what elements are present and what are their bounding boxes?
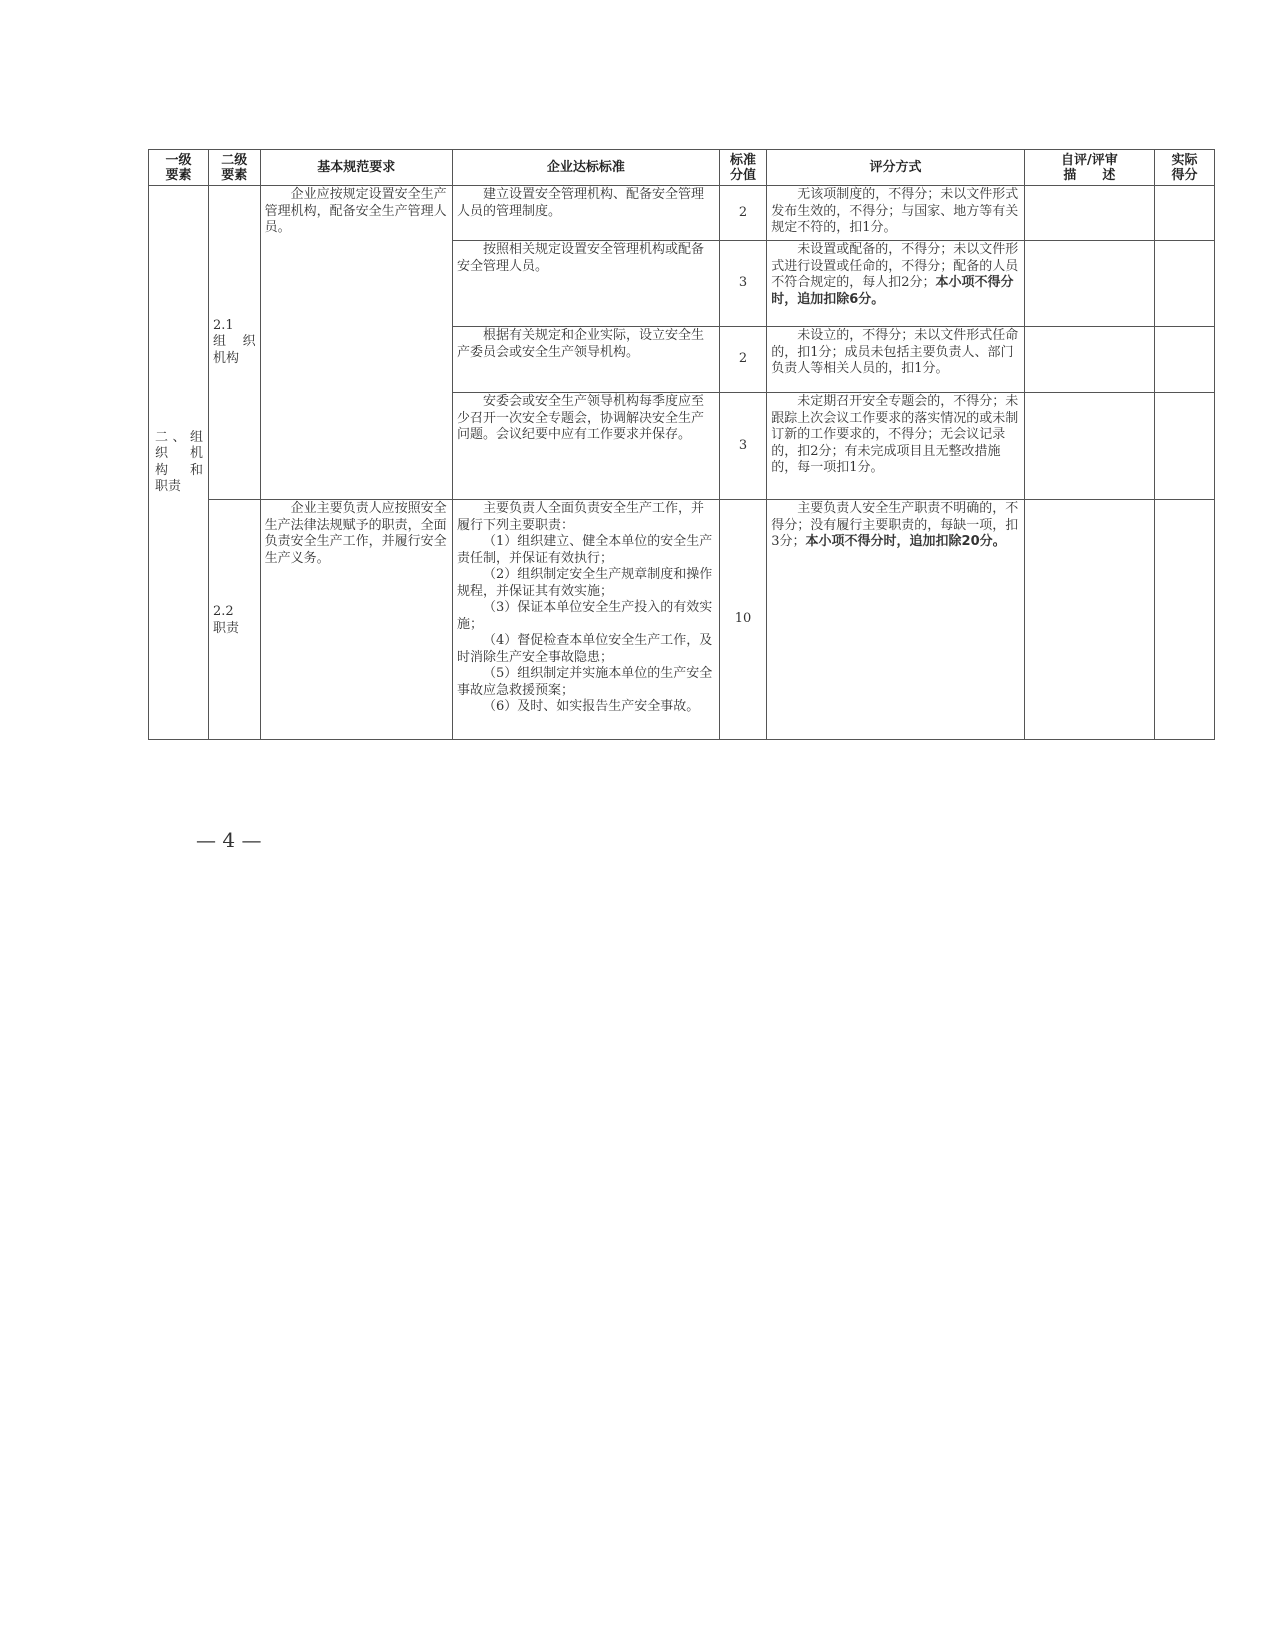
self-review-cell xyxy=(1024,327,1154,393)
method-cell xyxy=(767,327,1024,393)
method-text: 未设立的，不得分；未以文件形式任命的，扣1分；成员未包括主要负责人、部门负责人等相关人员的，扣1分。 xyxy=(771,328,1019,376)
level1-line: 职责 xyxy=(155,479,182,494)
basic-requirement-2-2: 企业主要负责人应按照安全生产法律法规赋予的职责，全面负责安全生产工作，并履行安全生产义务。 xyxy=(260,500,452,740)
actual-score-cell xyxy=(1154,393,1214,500)
level2-2-1-line: 组 织 xyxy=(212,334,256,350)
header-actual-line1: 实际 xyxy=(1171,152,1198,168)
standard-cell: 根据有关规定和企业实际，设立安全生产委员会或安全生产领导机构。 xyxy=(452,327,719,393)
standard-cell: 安委会或安全生产领导机构每季度应至少召开一次安全专题会，协调解决安全生产问题。会议纪要中应有工作要求并保存。 xyxy=(452,393,719,500)
table-row xyxy=(149,500,1215,740)
header-actual-line2: 得分 xyxy=(1171,167,1198,183)
method-cell xyxy=(767,241,1024,327)
header-level2-line1: 二级 xyxy=(221,152,248,168)
table-row xyxy=(149,186,1215,241)
level1-element-cell xyxy=(149,186,209,740)
header-level2-line2: 要素 xyxy=(221,167,248,183)
method-cell xyxy=(767,500,1024,740)
basic-requirement-2-1: 企业应按规定设置安全生产管理机构，配备安全生产管理人员。 xyxy=(260,186,452,500)
method-cell xyxy=(767,393,1024,500)
header-standard: 企业达标标准 xyxy=(452,150,719,186)
header-self-review xyxy=(1024,150,1154,186)
page-number: — 4 — xyxy=(196,828,262,852)
score-cell: 3 xyxy=(719,393,767,500)
header-level1 xyxy=(149,150,209,186)
level1-line: 二、组 xyxy=(155,429,203,445)
evaluation-table xyxy=(148,149,1215,740)
method-cell xyxy=(767,186,1024,241)
score-cell: 3 xyxy=(719,241,767,327)
self-review-cell xyxy=(1024,186,1154,241)
self-review-cell xyxy=(1024,241,1154,327)
standard-item: （3）保证本单位安全生产投入的有效实施； xyxy=(456,600,713,632)
level2-2-2-cell xyxy=(208,500,260,740)
level2-2-2-line: 2.2 xyxy=(212,604,234,619)
table-header-row xyxy=(149,150,1215,186)
actual-score-cell xyxy=(1154,186,1214,241)
standard-item: （5）组织制定并实施本单位的生产安全事故应急救援预案； xyxy=(456,666,713,698)
level2-2-1-line: 2.1 xyxy=(212,317,234,333)
standard-item: （4）督促检查本单位安全生产工作，及时消除生产安全事故隐患； xyxy=(456,633,713,665)
actual-score-cell xyxy=(1154,500,1214,740)
standard-cell: 按照相关规定设置安全管理机构或配备安全管理人员。 xyxy=(452,241,719,327)
level1-line: 织 机 xyxy=(155,446,203,461)
standard-intro: 主要负责人全面负责安全生产工作，并履行下列主要职责： xyxy=(456,501,704,533)
standard-cell: 建立设置安全管理机构、配备安全管理人员的管理制度。 xyxy=(452,186,719,241)
self-review-cell xyxy=(1024,393,1154,500)
header-method: 评分方式 xyxy=(767,150,1024,186)
score-cell: 2 xyxy=(719,186,767,241)
header-self-review-line2: 描 述 xyxy=(1063,167,1116,183)
header-level1-line1: 一级 xyxy=(165,152,192,168)
header-level1-line2: 要素 xyxy=(165,167,192,183)
self-review-cell xyxy=(1024,500,1154,740)
level2-2-1-line: 机构 xyxy=(212,350,239,366)
method-text: 未设置或配备的，不得分；未以文件形式进行设置或任命的，不得分；配备的人员不符合规定的，每人扣2分； xyxy=(771,242,1019,290)
actual-score-cell xyxy=(1154,327,1214,393)
method-text: 主要负责人安全生产职责不明确的，不得分；没有履行主要职责的，每缺一项，扣3分； xyxy=(771,501,1019,549)
method-text: 未定期召开安全专题会的，不得分；未跟踪上次会议工作要求的落实情况的或未制订新的工作要求的，不得分；无会议记录的，扣2分；有未完成项目且无整改措施的，每一项扣1分。 xyxy=(771,394,1019,475)
header-actual xyxy=(1154,150,1214,186)
header-score-line1: 标准 xyxy=(729,152,756,168)
method-text: 无该项制度的，不得分；未以文件形式发布生效的，不得分；与国家、地方等有关规定不符的，扣1分。 xyxy=(771,187,1019,235)
score-cell: 2 xyxy=(719,327,767,393)
header-score xyxy=(719,150,767,186)
actual-score-cell xyxy=(1154,241,1214,327)
level2-2-2-line: 职责 xyxy=(212,620,239,636)
header-self-review-line1: 自评/评审 xyxy=(1060,152,1118,168)
standard-item: （2）组织制定安全生产规章制度和操作规程，并保证其有效实施； xyxy=(456,567,713,599)
method-bold-text: 本小项不得分时，追加扣除20分。 xyxy=(805,534,1006,549)
standard-cell-2-2 xyxy=(452,500,719,740)
header-level2 xyxy=(208,150,260,186)
score-cell: 10 xyxy=(719,500,767,740)
header-basic: 基本规范要求 xyxy=(260,150,452,186)
header-score-line2: 分值 xyxy=(729,167,756,183)
level2-2-1-cell xyxy=(208,186,260,500)
level1-line: 构 和 xyxy=(155,462,203,478)
method-bold-text: 本小项不得分时，追加扣除6分。 xyxy=(771,275,1014,307)
standard-item: （1）组织建立、健全本单位的安全生产责任制，并保证有效执行； xyxy=(456,534,713,566)
standard-item: （6）及时、如实报告生产安全事故。 xyxy=(482,699,700,714)
